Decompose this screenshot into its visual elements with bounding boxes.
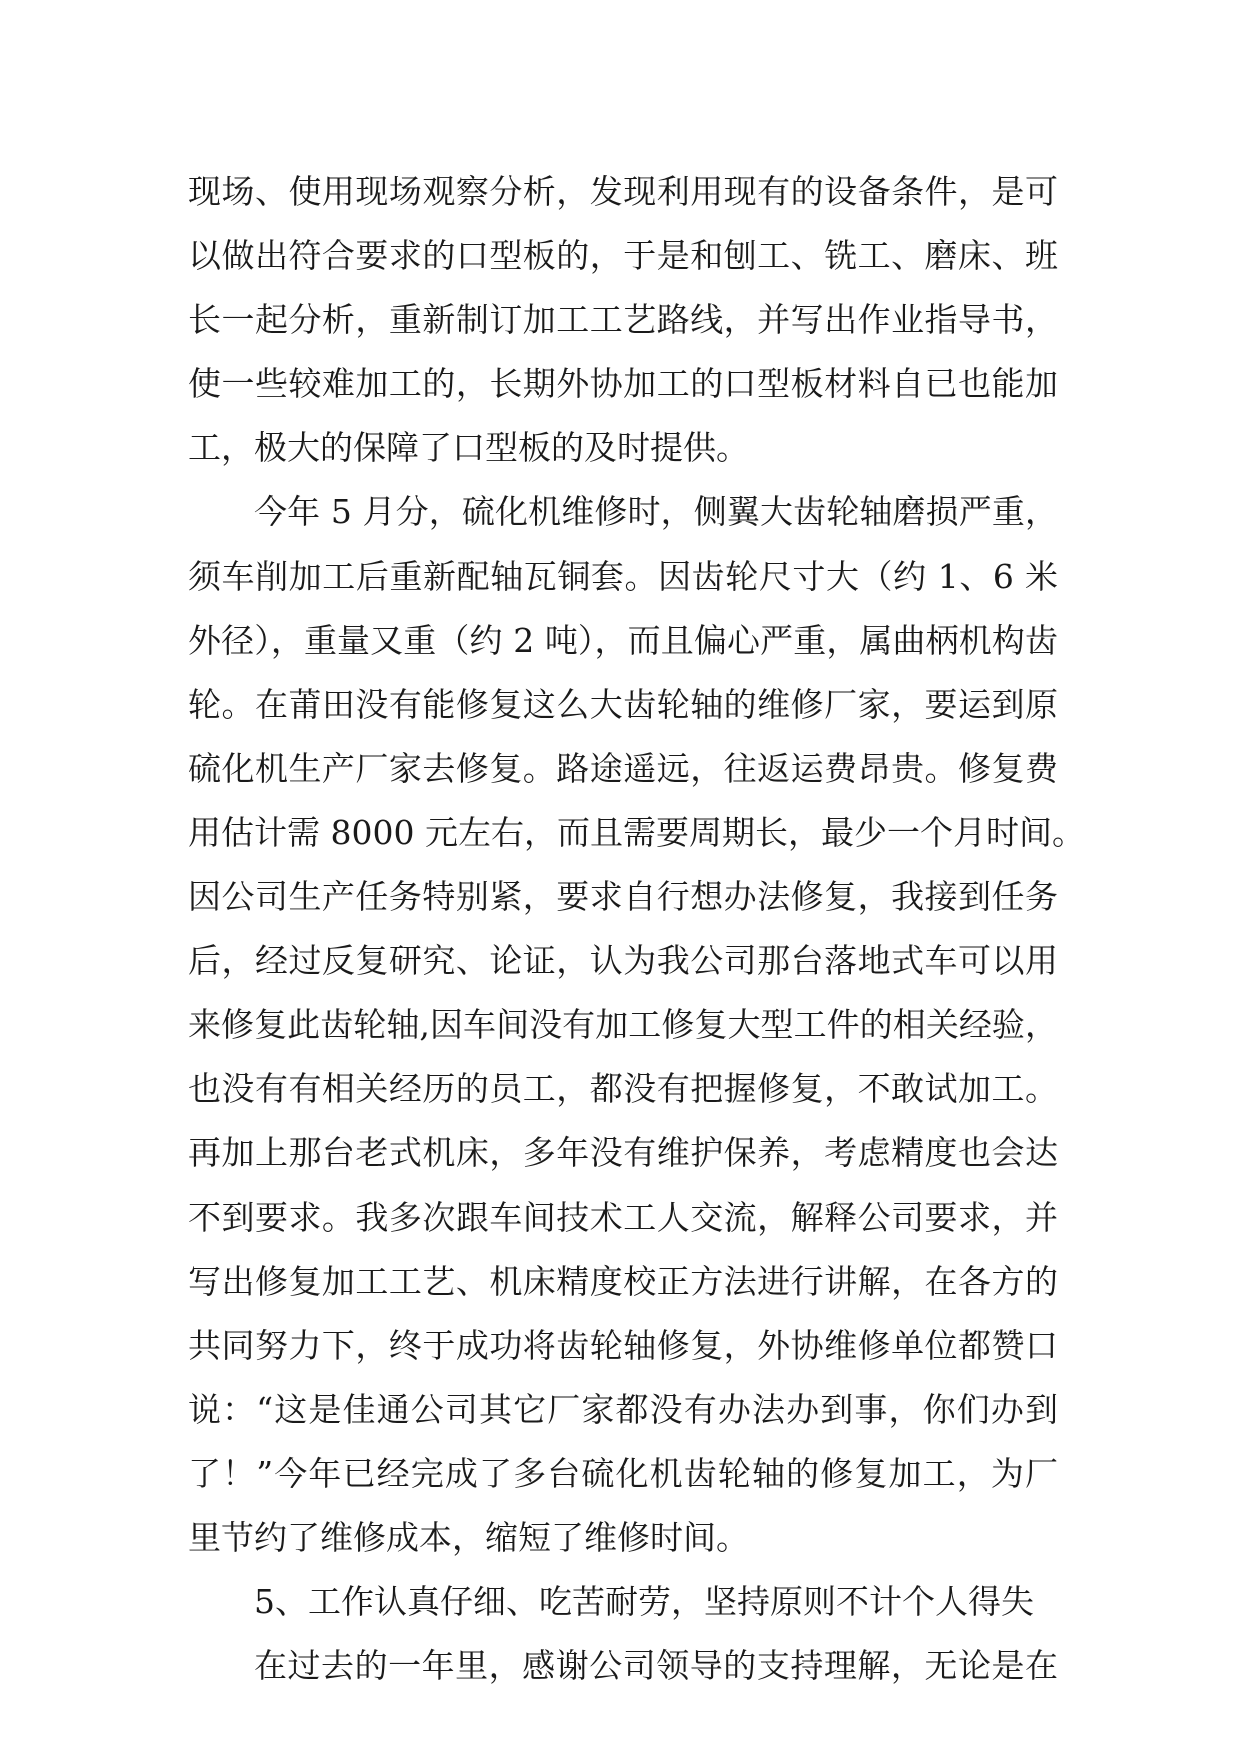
text-line: 共同努力下，终于成功将齿轮轴修复，外协维修单位都赞口	[188, 1325, 1058, 1365]
text-line: 后，经过反复研究、论证，认为我公司那台落地式车可以用	[188, 941, 1058, 981]
text-line: 里节约了维修成本，缩短了维修时间。	[188, 1517, 749, 1557]
text-line: 再加上那台老式机床，多年没有维护保养，考虑精度也会达	[188, 1133, 1058, 1173]
text-line: 写出修复加工工艺、机床精度校正方法进行讲解，在各方的	[188, 1261, 1058, 1301]
paragraph-1	[188, 160, 1058, 480]
text-line: 工，极大的保障了口型板的及时提供。	[188, 428, 749, 468]
text-line: 来修复此齿轮轴,因车间没有加工修复大型工件的相关经验，	[188, 1005, 1058, 1045]
text-line: 须车削加工后重新配轴瓦铜套。因齿轮尺寸大（约 1、6 米	[188, 556, 1058, 596]
paragraph-3	[188, 1634, 1058, 1698]
text-line: 轮。在莆田没有能修复这么大齿轮轴的维修厂家，要运到原	[188, 684, 1058, 724]
paragraph-2	[188, 480, 1085, 1570]
document-body	[188, 160, 1085, 1698]
text-line: 使一些较难加工的，长期外协加工的口型板材料自已也能加	[188, 364, 1058, 404]
text-line: 在过去的一年里，感谢公司领导的支持理解，无论是在	[254, 1646, 1058, 1686]
text-line: 不到要求。我多次跟车间技术工人交流，解释公司要求，并	[188, 1197, 1058, 1237]
text-line: 硫化机生产厂家去修复。路途遥远，往返运费昂贵。修复费	[188, 748, 1058, 788]
text-line: 用估计需 8000 元左右，而且需要周期长，最少一个月时间。	[188, 812, 1085, 852]
text-line: 现场、使用现场观察分析，发现利用现有的设备条件，是可	[188, 172, 1058, 211]
text-line: 说：“这是佳通公司其它厂家都没有办法办到事，你们办到	[188, 1389, 1058, 1429]
text-line: 长一起分析，重新制订加工工艺路线，并写出作业指导书，	[188, 300, 1058, 340]
section-heading: 5、工作认真仔细、吃苦耐劳，坚持原则不计个人得失	[254, 1582, 1034, 1622]
text-line: 今年 5 月分，硫化机维修时，侧翼大齿轮轴磨损严重，	[254, 492, 1058, 532]
text-line: 以做出符合要求的口型板的，于是和刨工、铣工、磨床、班	[188, 236, 1058, 276]
text-line: 因公司生产任务特别紧，要求自行想办法修复，我接到任务	[188, 877, 1058, 917]
text-line: 外径），重量又重（约 2 吨），而且偏心严重，属曲柄机构齿	[188, 620, 1058, 660]
text-line: 了！”今年已经完成了多台硫化机齿轮轴的修复加工，为厂	[188, 1453, 1058, 1493]
text-line: 也没有有相关经历的员工，都没有把握修复，不敢试加工。	[188, 1069, 1058, 1109]
